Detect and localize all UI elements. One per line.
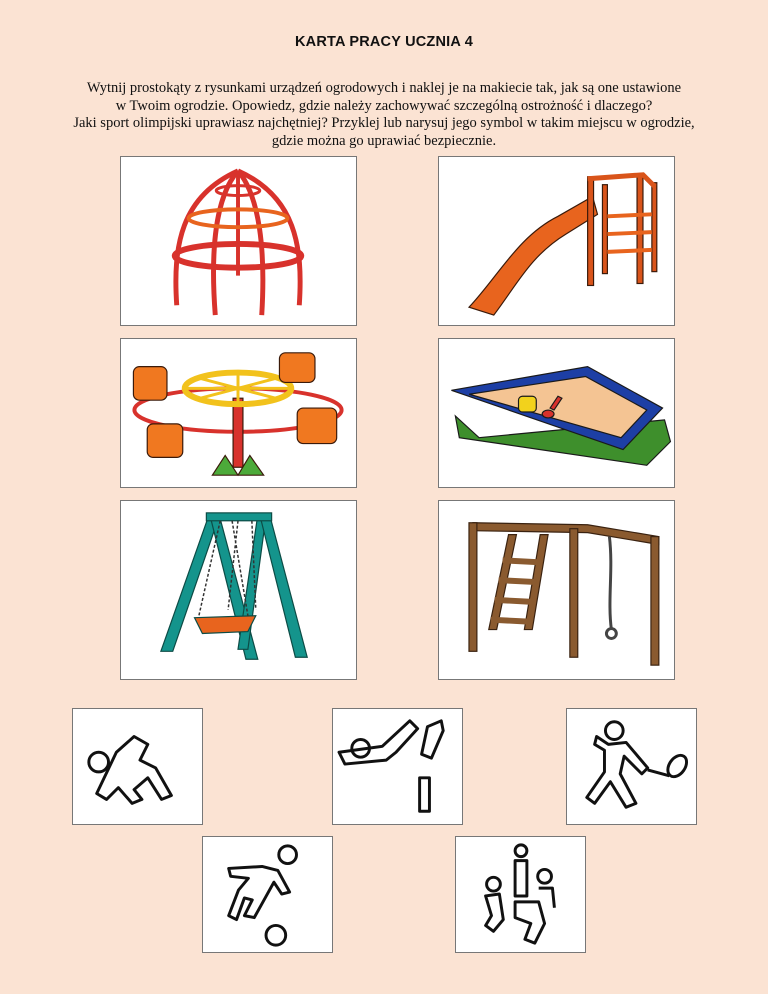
instructions-text	[20, 80, 748, 150]
instruction-line: w Twoim ogrodzie. Opowiedz, gdzie należy zachowywać szczególną ostrożność i dlaczego?	[115, 97, 653, 114]
volleyball-icon	[456, 837, 585, 952]
sport-volleyball-pictogram[interactable]	[455, 836, 586, 953]
sport-football-pictogram[interactable]	[202, 836, 333, 953]
sport-badminton-pictogram[interactable]	[566, 708, 697, 825]
card-ladder-frame[interactable]	[438, 500, 675, 680]
card-slide[interactable]	[438, 156, 675, 326]
swing-illustration	[121, 501, 356, 679]
slide-illustration	[439, 157, 674, 325]
badminton-icon	[567, 709, 696, 824]
running-icon	[73, 709, 202, 824]
card-swing[interactable]	[120, 500, 357, 680]
card-merry-go-round[interactable]	[120, 338, 357, 488]
gymnastics-icon	[333, 709, 462, 824]
climbing-dome-illustration	[121, 157, 356, 325]
sport-running-pictogram[interactable]	[72, 708, 203, 825]
merry-go-round-illustration	[121, 339, 356, 487]
card-climbing-dome[interactable]	[120, 156, 357, 326]
instruction-line: Wytnij prostokąty z rysunkami urządzeń ogrodowych i naklej je na makiecie tak, jak są one ustawione	[86, 80, 682, 96]
instruction-line: gdzie można go uprawiać bezpiecznie.	[271, 132, 497, 149]
ladder-frame-illustration	[439, 501, 674, 679]
instruction-line: Jaki sport olimpijski uprawiasz najchętniej? Przyklej lub narysuj jego symbol w takim miejscu w ogrodzie,	[73, 115, 695, 131]
sandbox-illustration	[439, 339, 674, 487]
sport-gymnastics-pictogram[interactable]	[332, 708, 463, 825]
page-title: KARTA PRACY UCZNIA 4	[294, 34, 473, 50]
card-sandbox[interactable]	[438, 338, 675, 488]
football-icon	[203, 837, 332, 952]
